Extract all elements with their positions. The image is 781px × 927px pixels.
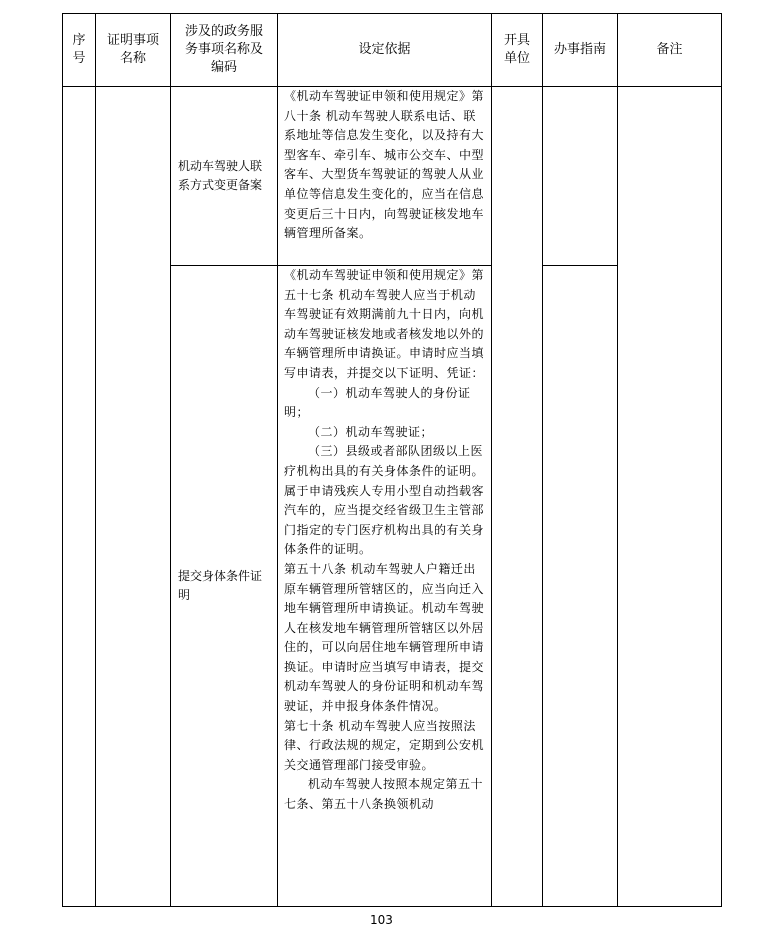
header-service-name: 涉及的政务服务事项名称及编码 — [171, 14, 278, 87]
serial-cell — [63, 87, 96, 907]
issuing-unit-cell — [492, 87, 543, 907]
page-number: 103 — [370, 913, 393, 927]
basis-paragraph: 《机动车驾驶证申领和使用规定》第八十条 机动车驾驶人联系电话、联系地址等信息发生变化，以及持有大型客车、牵引车、城市公交车、中型客车、大型货车驾驶证的驾驶人从业单位等信息发生变化的，应当在信息变更后三十日内，向驾驶证核发地车辆管理所备案。 — [284, 89, 485, 241]
basis-paragraph: 第五十八条 机动车驾驶人户籍迁出原车辆管理所管辖区的，应当向迁入地车辆管理所申请换证。机动车驾驶人在核发地车辆管理所管辖区以外居住的，可以向居住地车辆管理所申请换证。申请时应当填写申请表，提交机动车驾驶人的身份证明和机动车驾驶证，并申报身体条件情况。 — [284, 561, 485, 714]
header-issuing-unit: 开具单位 — [492, 14, 543, 87]
service-name-cell: 提交身体条件证明 — [171, 266, 278, 907]
certificate-name-cell — [96, 87, 171, 907]
header-remarks: 备注 — [618, 14, 722, 87]
basis-paragraph: （二）机动车驾驶证； — [308, 424, 434, 439]
service-name-cell: 机动车驾驶人联系方式变更备案 — [171, 87, 278, 266]
basis-paragraph: 机动车驾驶人按照本规定第五十七条、第五十八条换领机动 — [284, 777, 484, 812]
table-row — [63, 87, 722, 266]
legal-basis-cell — [278, 266, 492, 907]
header-legal-basis: 设定依据 — [278, 14, 492, 87]
header-row — [63, 14, 722, 87]
basis-paragraph: （一）机动车驾驶人的身份证明； — [284, 385, 471, 420]
remarks-cell — [618, 87, 722, 907]
basis-paragraph: （三）县级或者部队团级以上医疗机构出具的有关身体条件的证明。属于申请残疾人专用小型自动挡载客汽车的，应当提交经省级卫生主管部门指定的专门医疗机构出具的有关身体条件的证明。 — [284, 444, 485, 557]
basis-paragraph: 第七十条 机动车驾驶人应当按照法律、行政法规的规定，定期到公安机关交通管理部门接受审验。 — [284, 718, 485, 772]
guide-cell — [543, 87, 618, 266]
certificate-table — [62, 13, 722, 907]
header-guide: 办事指南 — [543, 14, 618, 87]
guide-cell — [543, 266, 618, 907]
header-serial: 序号 — [63, 14, 96, 87]
basis-paragraph: 《机动车驾驶证申领和使用规定》第五十七条 机动车驾驶人应当于机动车驾驶证有效期满前九十日内，向机动车驾驶证核发地或者核发地以外的车辆管理所申请换证。申请时应当填写申请表，并提交以下证明、凭证： — [284, 268, 485, 380]
legal-basis-cell — [278, 87, 492, 266]
header-certificate-name: 证明事项名称 — [96, 14, 171, 87]
